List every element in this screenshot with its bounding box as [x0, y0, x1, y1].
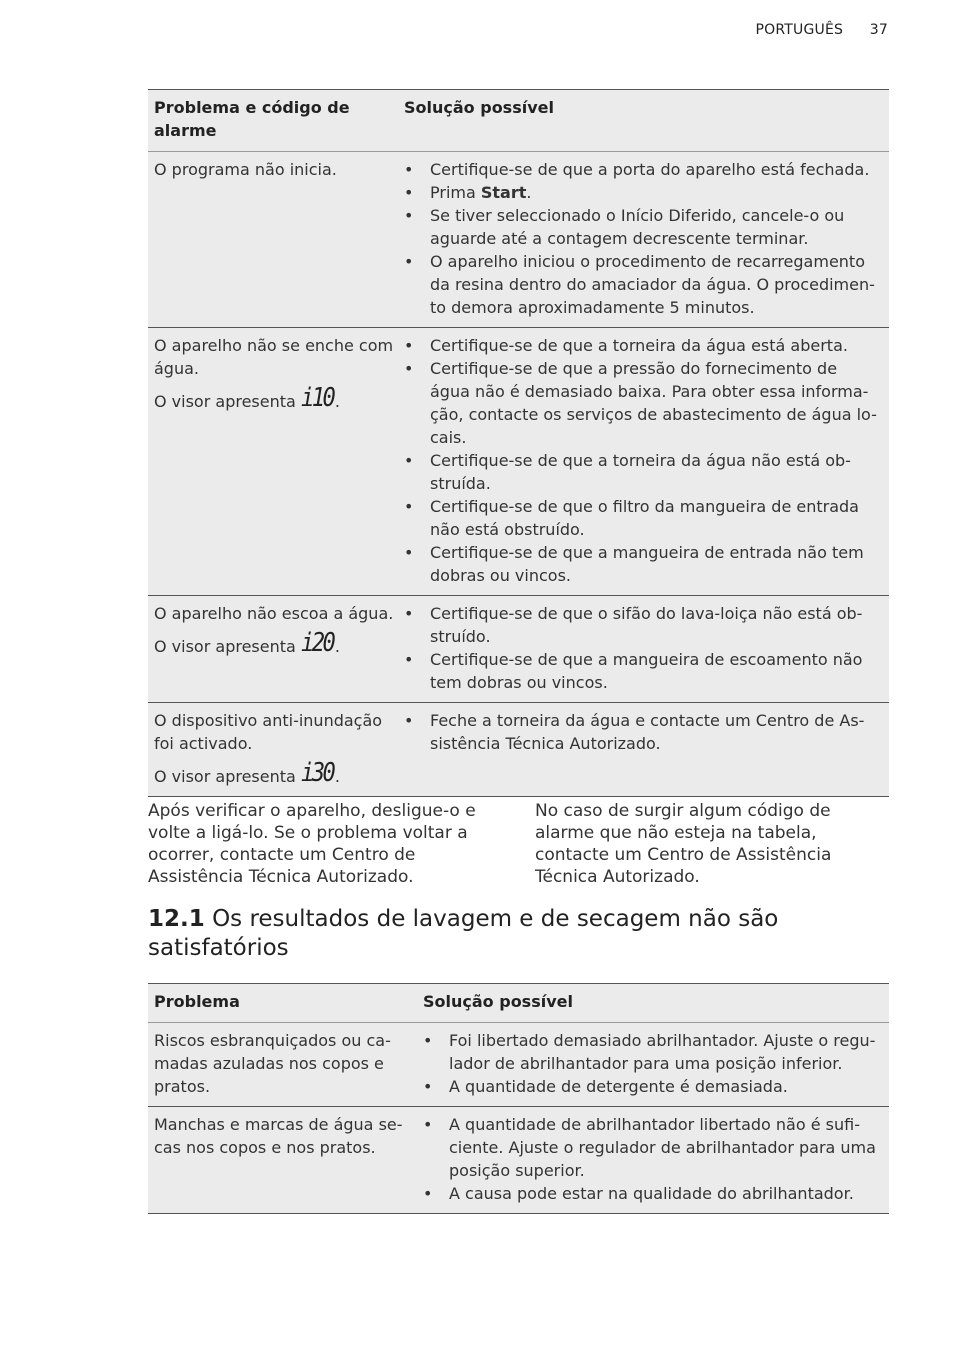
- list-item: • Certifique-se de que a torneira da água está aberta.: [404, 334, 881, 357]
- column-header-problem: Problema e código de alarme: [148, 90, 398, 152]
- table-row: [148, 328, 889, 596]
- column-header-solution: Solução possível: [417, 984, 889, 1023]
- solution-list: [423, 1113, 881, 1205]
- column-header-problem: Problema: [148, 984, 417, 1023]
- list-item: • A quantidade de abrilhantador libertado não é sufi-ciente. Ajuste o regulador de abrilhantador para uma posição superior.: [423, 1113, 881, 1182]
- problem-cell: [148, 703, 398, 797]
- list-item: • A quantidade de detergente é demasiada.: [423, 1075, 881, 1098]
- solution-list: [404, 709, 881, 755]
- problem-cell: Manchas e marcas de água se-cas nos copos e nos pratos.: [148, 1107, 417, 1214]
- solution-cell: [417, 1107, 889, 1214]
- table-row: [148, 152, 889, 328]
- section-heading: [148, 905, 848, 963]
- problem-cell: [148, 152, 398, 328]
- problem-text: O aparelho não escoa a água.: [154, 604, 394, 623]
- table-row: [148, 1107, 889, 1214]
- problem-cell: Riscos esbranquiçados ou ca-madas azuladas nos copos e pratos.: [148, 1023, 417, 1107]
- list-item: • Se tiver seleccionado o Início Diferido, cancele-o ou aguarde até a contagem decrescente terminar.: [404, 204, 881, 250]
- page-header: [756, 22, 888, 38]
- problem-cell: [148, 328, 398, 596]
- problem-text: O programa não inicia.: [154, 160, 337, 179]
- table-header-row: [148, 984, 889, 1023]
- table-row: [148, 596, 889, 703]
- list-item: • Certifique-se de que a pressão do fornecimento de água não é demasiado baixa. Para obter essa informa-ção, contacte os serviços de abastecimento de água lo-cais.: [404, 357, 881, 449]
- list-item: • Certifique-se de que a torneira da água não está ob-struída.: [404, 449, 881, 495]
- problem-text: O aparelho não se enche com água.: [154, 336, 394, 378]
- list-item: • Feche a torneira da água e contacte um Centro de As-sistência Técnica Autorizado.: [404, 709, 881, 755]
- display-note: O visor apresenta i20 .: [154, 628, 340, 658]
- column-header-solution: Solução possível: [398, 90, 889, 152]
- table-header-row: [148, 90, 889, 152]
- solution-list: [404, 602, 881, 694]
- list-item-text: Prima: [430, 183, 476, 202]
- note-left: Após verificar o aparelho, desligue-o e volte a ligá-lo. Se o problema voltar a ocorrer, contacte um Centro de Assistência Técnica Autorizado.: [148, 801, 476, 887]
- solution-list: [404, 334, 881, 587]
- solution-list: [423, 1029, 881, 1098]
- page-number: 37: [869, 22, 888, 38]
- note-right: No caso de surgir algum código de alarme que não esteja na tabela, contacte um Centro de Assistência Técnica Autorizado.: [535, 801, 832, 887]
- list-item: • Certifique-se de que o filtro da mangueira de entrada não está obstruído.: [404, 495, 881, 541]
- list-item: • Certifique-se de que a mangueira de escoamento não tem dobras ou vincos.: [404, 648, 881, 694]
- display-note: O visor apresenta i10 .: [154, 383, 340, 413]
- section-title: Os resultados de lavagem e de secagem não são satisfatórios: [148, 906, 779, 961]
- list-item: • Prima Start.: [404, 181, 881, 204]
- solution-cell: [398, 703, 889, 797]
- display-note: O visor apresenta i30 .: [154, 758, 340, 788]
- alarm-codes-table: [148, 89, 889, 797]
- language-label: PORTUGUÊS: [755, 22, 844, 38]
- list-item: • Foi libertado demasiado abrilhantador. Ajuste o regu-lador de abrilhantador para uma posição inferior.: [423, 1029, 881, 1075]
- table-row: [148, 1023, 889, 1107]
- section-number: 12.1: [148, 906, 205, 932]
- table-row: [148, 703, 889, 797]
- list-item: • Certifique-se de que a mangueira de entrada não tem dobras ou vincos.: [404, 541, 881, 587]
- start-keyword: Start: [480, 183, 527, 202]
- list-item: • Certifique-se de que o sifão do lava-loiça não está ob-struído.: [404, 602, 881, 648]
- display-code-i20: i20: [300, 628, 334, 658]
- problem-cell: [148, 596, 398, 703]
- list-item: • A causa pode estar na qualidade do abrilhantador.: [423, 1182, 881, 1205]
- solution-cell: [398, 152, 889, 328]
- display-code-i30: i30: [300, 758, 334, 788]
- problem-text: O dispositivo anti-inundação foi activado.: [154, 711, 383, 753]
- solution-cell: [398, 328, 889, 596]
- display-code-i10: i10: [300, 383, 334, 413]
- wash-results-table: [148, 983, 889, 1214]
- solution-list: [404, 158, 881, 319]
- solution-cell: [398, 596, 889, 703]
- list-item: • O aparelho iniciou o procedimento de recarregamento da resina dentro do amaciador da água. O procedimen-to demora aproximadamente 5 minutos.: [404, 250, 881, 319]
- solution-cell: [417, 1023, 889, 1107]
- list-item: • Certifique-se de que a porta do aparelho está fechada.: [404, 158, 881, 181]
